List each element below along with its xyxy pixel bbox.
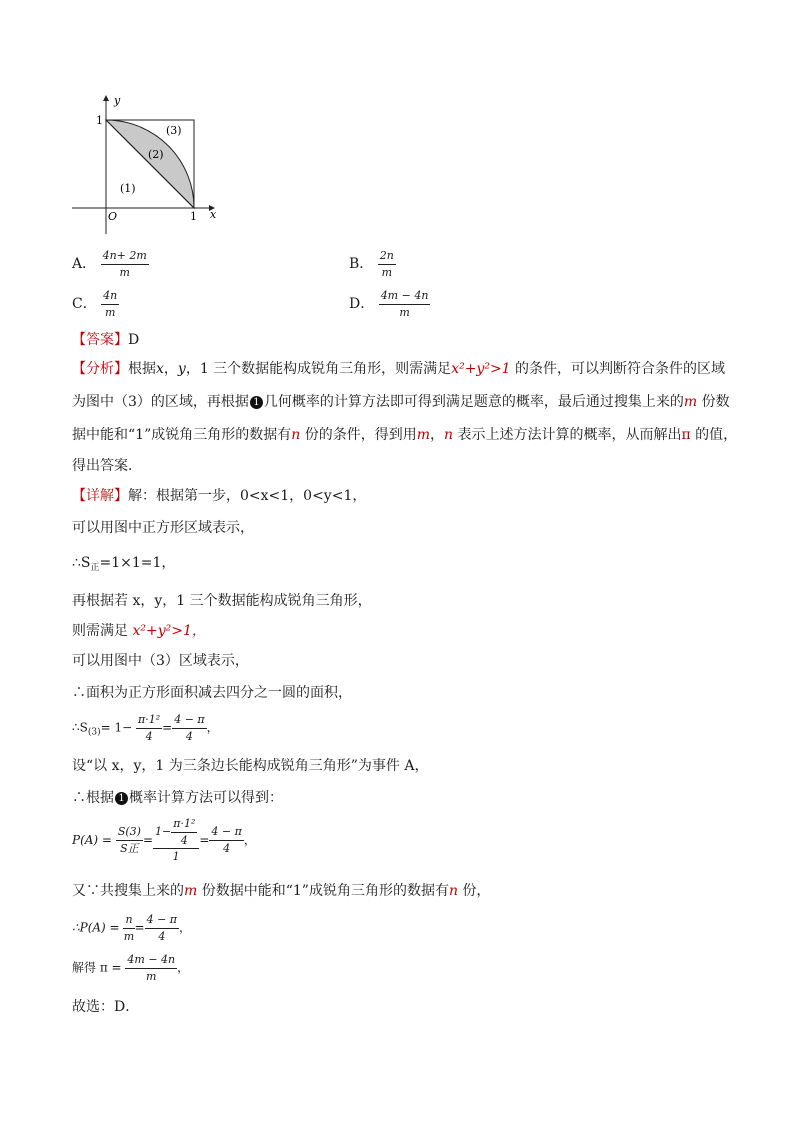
denominator: m — [146, 969, 157, 983]
option-d-letter: D． — [349, 296, 375, 313]
text: 解得 π = — [72, 960, 122, 975]
analysis-line-3 — [72, 428, 737, 442]
numerator — [153, 818, 199, 849]
text: 根据 — [128, 361, 156, 377]
text: ， — [430, 427, 444, 443]
fraction — [116, 826, 143, 854]
text: 可以用图中正方形区域表示， — [72, 520, 254, 536]
y-tick-one: 1 — [96, 114, 103, 127]
option-b — [349, 250, 396, 278]
text: 设“以 x，y，1 为三条边长能构成锐角三角形”为事件 A， — [72, 758, 429, 774]
option-b-numerator: 2n — [378, 250, 396, 265]
text: = — [134, 920, 145, 935]
analysis-line-4 — [72, 459, 142, 473]
text: 份数 — [697, 394, 730, 410]
denominator: 4 — [185, 729, 193, 743]
numerator: n — [123, 914, 134, 929]
numerator: 4 − π — [172, 714, 206, 729]
text: P(A) = — [72, 832, 112, 847]
denominator: S正 — [120, 841, 139, 855]
var-pi: π — [681, 427, 691, 443]
option-a-numerator: 4n+ 2m — [101, 250, 149, 265]
text: 的值， — [690, 427, 738, 443]
text: ， — [179, 920, 192, 935]
detail-line-10 — [72, 791, 283, 805]
detail-line-14 — [72, 954, 189, 982]
analysis-label: 【分析】 — [72, 361, 128, 377]
var-n: n — [448, 883, 458, 899]
text: ∴根据 — [72, 790, 114, 806]
text: 故选：D． — [72, 999, 140, 1015]
option-c — [72, 290, 119, 318]
text: ， — [163, 361, 178, 377]
detail-line-12 — [72, 884, 490, 898]
detail-line-8 — [72, 714, 219, 742]
analysis-line-2 — [72, 395, 730, 409]
text: ，1 三个数据能构成锐角三角形，则需满足 — [185, 361, 452, 377]
option-b-letter: B． — [349, 256, 374, 273]
numerator: π·1² — [136, 714, 162, 729]
fraction — [209, 826, 243, 854]
text: ， — [177, 960, 190, 975]
answer-label: 【答案】 — [72, 332, 128, 348]
text: ∴S — [72, 720, 88, 735]
text: 份， — [457, 883, 491, 899]
var-n: n — [291, 427, 301, 443]
text: ∴面积为正方形面积减去四分之一圆的面积， — [72, 685, 352, 701]
condition: x²+y²>1 — [451, 361, 511, 377]
option-b-denominator: m — [381, 265, 393, 279]
circled-one-icon: 1 — [250, 396, 263, 409]
detail-line-5 — [72, 624, 206, 638]
numerator: 4m − 4n — [125, 954, 177, 969]
text: 可以用图中（3）区域表示， — [72, 653, 249, 669]
text: 又∵共搜集上来的 — [72, 883, 184, 899]
text: 几何概率的计算方法即可得到满足题意的概率，最后通过搜集上来的 — [263, 394, 684, 410]
detail-line-6 — [72, 654, 249, 668]
var-x: x — [156, 361, 164, 377]
denominator: 4 — [158, 929, 166, 943]
fraction — [153, 818, 199, 863]
fraction — [125, 954, 177, 982]
detail-line-3 — [72, 556, 175, 573]
numerator: S(3) — [116, 826, 143, 841]
var-m: m — [184, 883, 198, 899]
option-a — [72, 250, 149, 278]
detail-line-4 — [72, 594, 372, 608]
text: ∴S — [72, 555, 91, 571]
numerator: 4 − π — [145, 914, 179, 929]
text: 据中能和“1”成锐角三角形的数据有 — [72, 427, 292, 443]
answer-line — [72, 333, 139, 347]
fraction — [145, 914, 179, 942]
text: 份的条件，得到用 — [300, 427, 417, 443]
option-d — [349, 290, 430, 318]
text: ， — [243, 832, 256, 847]
var-m: m — [683, 394, 698, 410]
denominator: 4 — [223, 841, 231, 855]
option-a-fraction — [101, 250, 149, 278]
text: 再根据若 x，y，1 三个数据能构成锐角三角形， — [72, 593, 372, 609]
numerator: 4 − π — [209, 826, 243, 841]
x-tick-one: 1 — [190, 210, 197, 223]
detail-line-9 — [72, 759, 429, 773]
denominator: 4 — [180, 833, 188, 847]
text: 1− — [155, 825, 172, 839]
numerator: π·1² — [171, 818, 197, 833]
text: = — [162, 720, 173, 735]
text: 得出答案． — [72, 458, 142, 474]
text: 的条件，可以判断符合条件的区域 — [510, 361, 726, 377]
x-axis-label: x — [210, 208, 217, 221]
option-b-fraction — [378, 250, 396, 278]
fraction — [136, 714, 162, 742]
var-m: m — [416, 427, 430, 443]
text: 为图中（3）的区域，再根据 — [72, 394, 249, 410]
fraction — [123, 914, 134, 942]
detail-label: 【详解】 — [72, 488, 128, 504]
option-d-denominator: m — [399, 305, 410, 319]
text: = — [142, 832, 153, 847]
region-2-label: (2) — [148, 148, 164, 161]
denominator: 1 — [172, 850, 180, 864]
option-c-fraction — [101, 290, 119, 318]
detail-line-1 — [72, 489, 366, 503]
option-d-fraction — [379, 290, 431, 318]
detail-line-2 — [72, 521, 254, 535]
text: = 1− — [100, 720, 133, 735]
origin-label: O — [108, 210, 118, 223]
option-a-letter: A． — [72, 256, 97, 273]
option-d-numerator: 4m − 4n — [379, 290, 431, 305]
region-1-label: (1) — [120, 182, 136, 195]
text: 份数据中能和“1”成锐角三角形的数据有 — [197, 883, 449, 899]
detail-line-13 — [72, 914, 191, 942]
text: =1×1=1， — [99, 555, 176, 571]
option-c-letter: C． — [72, 296, 97, 313]
var-n: n — [444, 427, 454, 443]
text: 则需满足 — [72, 623, 133, 639]
denominator: 4 — [145, 729, 153, 743]
condition: x²+y²>1， — [132, 623, 206, 639]
text: = — [199, 832, 210, 847]
subscript: 正 — [90, 563, 100, 573]
option-c-denominator: m — [105, 305, 116, 319]
text: ∴P(A) = — [72, 920, 120, 935]
circled-one-icon: 1 — [115, 792, 128, 805]
denominator: m — [123, 929, 135, 943]
option-c-numerator: 4n — [101, 290, 119, 305]
y-axis-label: y — [114, 94, 121, 107]
region-3-label: (3) — [166, 124, 182, 137]
analysis-line-1 — [72, 362, 725, 376]
detail-line-15 — [72, 1000, 139, 1014]
text: 概率计算方法可以得到： — [129, 790, 283, 806]
var-y: y — [177, 361, 186, 377]
answer-value: D — [128, 332, 140, 348]
detail-line-7 — [72, 686, 352, 700]
text: 解：根据第一步，0<x<1，0<y<1， — [128, 488, 367, 504]
text: ， — [206, 720, 219, 735]
subscript: (3) — [87, 727, 101, 738]
detail-line-11 — [72, 818, 256, 863]
text: 表示上述方法计算的概率，从而解出 — [453, 427, 682, 443]
option-a-denominator: m — [119, 265, 130, 279]
nested-fraction — [171, 818, 197, 846]
fraction — [172, 714, 206, 742]
geometry-figure — [68, 92, 228, 242]
